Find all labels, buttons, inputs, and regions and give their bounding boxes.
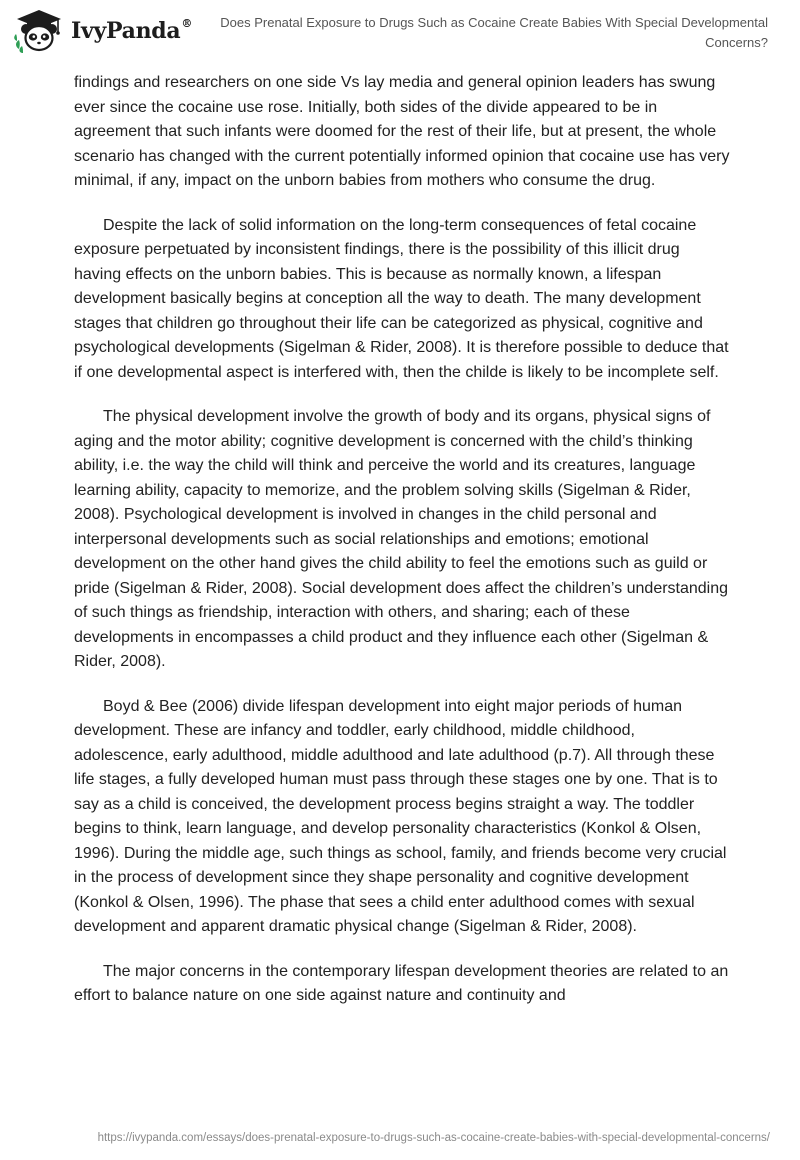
logo-wordmark [71, 17, 193, 44]
registered-mark: ® [181, 17, 193, 30]
ivypanda-logo[interactable] [13, 8, 192, 54]
paragraph-4: Boyd & Bee (2006) divide lifespan development into eight major periods of human development. These are infancy and toddler, early childhood, middle childhood, adolescence, early adulthood, middle adulthood and late adulthood (p.7). All through these life stages, a fully developed human must pass through these stages one by one. That is to say as a child is conceived, the development process begins straight a way. The toddler begins to think, learn language, and develop personality characteristics (Konkol & Olsen, 1996). During the middle age, such things as school, family, and friends become very crucial in the process of development since they shape personality and cognitive development (Konkol & Olsen, 1996). The phase that sees a child enter adulthood comes with sexual development and apparent dramatic physical change (Sigelman & Rider, 2008). [74, 697, 727, 935]
source-url-link[interactable]: https://ivypanda.com/essays/does-prenatal-exposure-to-drugs-such-as-cocaine-create-babies-with-special-developmental-concerns/ [97, 1132, 770, 1144]
paragraph-3: The physical development involve the growth of body and its organs, physical signs of aging and the motor ability; cognitive development is concerned with the child’s thinking ability, i.e. the way the child will think and perceive the world and its creatures, language learning ability, capacity to memorize, and the problem solving skills (Sigelman & Rider, 2008). Psychological development is involved in changes in the child personal and interpersonal developments such as social relationships and emotions; emotional development on the other hand gives the child ability to feel the emotions such as guild or pride (Sigelman & Rider, 2008). Social development does affect the children’s understanding of such things as friendship, interaction with others, and sharing; each of these developments in encompasses a child product and they influence each other (Sigelman & Rider, 2008). [74, 408, 729, 670]
essay-body [74, 71, 730, 1029]
logo-name: IvyPanda [71, 18, 181, 44]
paragraph-5: The major concerns in the contemporary lifespan development theories are related to an effort to balance nature on one side against nature and continuity and [74, 962, 729, 1004]
panda-graduate-icon [13, 8, 65, 54]
paragraph-1: findings and researchers on one side Vs lay media and general opinion leaders has swung ever since the cocaine use rose. Initially, both sides of the divide appeared to be in agreement that such infants were doomed for the rest of their life, but at present, the whole scenario has changed with the current potentially informed opinion that cocaine use has very minimal, if any, impact on the unborn babies from mothers who consume the drug. [74, 74, 730, 189]
paragraph-2: Despite the lack of solid information on the long-term consequences of fetal cocaine exposure perpetuated by inconsistent findings, there is the possibility of this illicit drug having effects on the unborn babies. This is because as normally known, a lifespan development basically begins at conception all the way to death. The many development stages that children go throughout their life can be categorized as physical, cognitive and psychological developments (Sigelman & Rider, 2008). It is therefore possible to deduce that if one developmental aspect is interfered with, then the childe is likely to be incomplete self. [74, 216, 729, 381]
page-header [0, 0, 800, 62]
document-title: Does Prenatal Exposure to Drugs Such as Cocaine Create Babies With Special Developmental Concerns? [220, 15, 768, 50]
